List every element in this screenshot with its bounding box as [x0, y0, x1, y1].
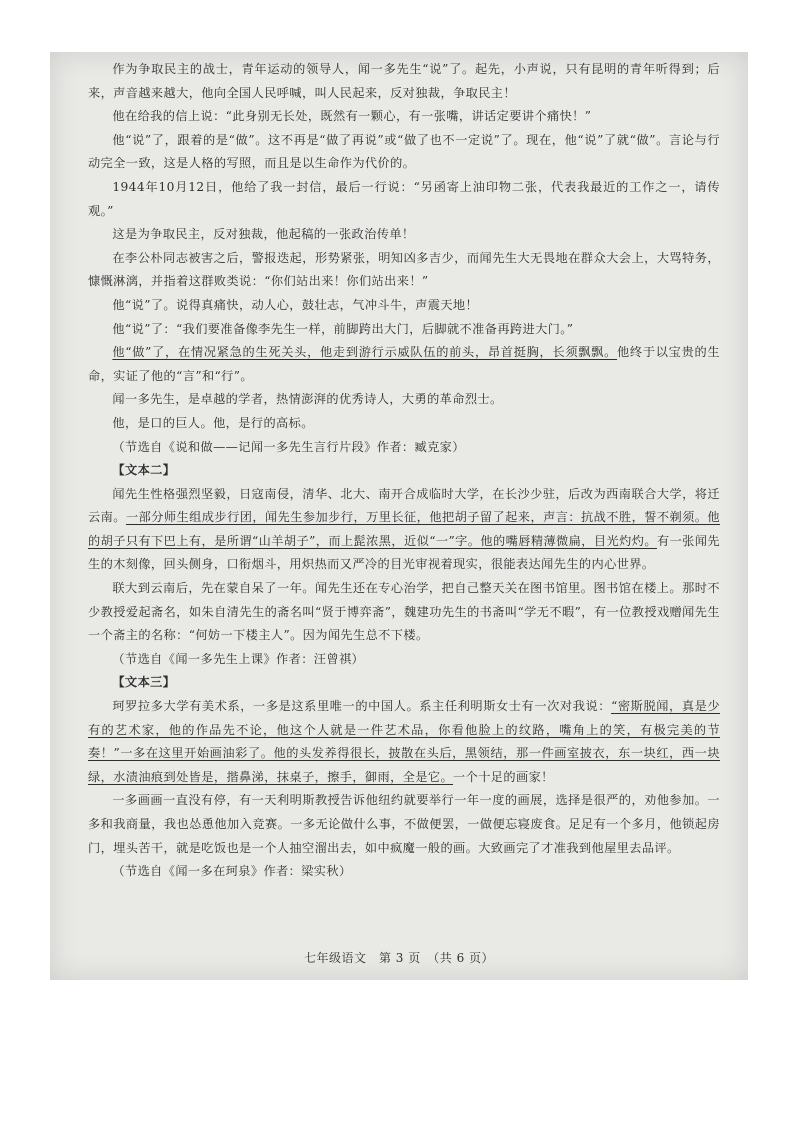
text3-source: （节选自《闻一多在珂泉》作者：梁实秋）: [112, 864, 352, 879]
text1-para7: 他“说”了。说得真痛快，动人心，鼓壮志，气冲斗牛，声震天地！: [112, 297, 479, 312]
underlined-sentence: 他“做”了，在情况紧急的生死关头，他走到游行示威队伍的前头，昂首挺胸，长须飘飘。: [112, 345, 618, 360]
text2-para1-start: 闻先生性格强烈坚毅，日寇南侵，清华、北大、南开合成临时大学，在长沙少驻，后改为西南联合大学，将迁云南。: [88, 486, 720, 525]
text1-para1: 作为争取民主的战士，青年运动的领导人，闻一多先生“说”了。起先，小声说，只有昆明的青年听得到；后来，声音越来越大，他向全国人民呼喊，叫人民起来，反对独裁，争取民主！: [88, 62, 720, 100]
text1-source: （节选自《说和做——记闻一多先生言行片段》作者：臧克家）: [112, 439, 465, 454]
text2-heading: 【文本二】: [112, 463, 176, 478]
text1-para3: 他“说”了，跟着的是“做”。这不再是“做了再说”或“做了也不一定说”了。现在，他“说”了就“做”。言论与行动完全一致，这是人格的写照，而且是以生命作为代价的。: [88, 132, 720, 171]
text3-para1: [88, 695, 720, 789]
scanned-page-photo: [50, 52, 748, 980]
text1-para9: [88, 341, 720, 388]
text3-para2: 一多画画一直没有停，有一天利明斯教授告诉他纽约就要举行一年一度的画展，选择是很严的，劝他参加。一多和我商量，我也怂恿他加入竞赛。一多无论做什么事，不做便罢，一做便忘寝废食。足足有一个多月，他锁起房门，埋头苦干，就是吃饭也是一个人抽空溜出去，如中疯魔一般的画。大致画完了才准我到他屋里去品评。: [88, 793, 720, 855]
text1-para2: 他在给我的信上说：“此身别无长处，既然有一颗心，有一张嘴，讲话定要讲个痛快！”: [112, 109, 592, 124]
text1-para10: 闻一多先生，是卓越的学者，热情澎湃的优秀诗人，大勇的革命烈士。: [112, 392, 503, 407]
text2-para1: [88, 483, 720, 577]
text1-para8: 他“说”了：“我们要准备像李先生一样，前脚跨出大门，后脚就不准备再跨进大门。”: [112, 321, 574, 336]
page-footer: 七年级语文 第 3 页 （共 6 页）: [303, 951, 495, 965]
text1-para11: 他，是口的巨人。他，是行的高标。: [112, 415, 314, 430]
text3-heading: 【文本三】: [112, 675, 176, 690]
page-content: [88, 58, 720, 884]
text2-para1-end: 有一张闻先生的木刻像，回头侧身，口衔烟斗，用炽热而又严冷的目光审视着现实，很能表达闻先生的内心世界。: [88, 533, 720, 572]
text2-source: （节选自《闻一多先生上课》作者：汪曾祺）: [112, 651, 365, 666]
text1-para5: 这是为争取民主，反对独裁，他起稿的一张政治传单！: [112, 227, 415, 242]
text1-para4: 1944年10月12日，他给了我一封信，最后一行说：“另函寄上油印物二张，代表我最近的工作之一，请传观。”: [88, 179, 720, 218]
text2-para2: 联大到云南后，先在蒙自呆了一年。闻先生还在专心治学，把自己整天关在图书馆里。图书馆在楼上。那时不少教授爱起斋名，如朱自清先生的斋名叫“贤于博弈斋”，魏建功先生的书斋叫“学无不暇”，有一位教授戏赠闻先生一个斋主的名称：“何妨一下楼主人”。因为闻先生总不下楼。: [88, 581, 720, 643]
underlined-passage: 一部分师生组成步行团，闻先生参加步行，万里长征，他把胡子留了起来，声言：抗战不胜，誓不剃须。他的胡子只有下巴上有，是所谓“山羊胡子”，而上髭浓黑，近似“一”字。他的嘴唇精薄微扁，目光灼灼。: [88, 510, 720, 548]
text1-para6: 在李公朴同志被害之后，警报迭起，形势紧张，明知凶多吉少，而闻先生大无畏地在群众大会上，大骂特务，慷慨淋漓，并指着这群败类说：“你们站出来！你们站出来！”: [88, 250, 720, 289]
text1-para9-rest: 他终于以宝贵的生命，实证了他的“言”和“行”。: [88, 345, 720, 383]
text3-para1-start: 珂罗拉多大学有美术系，一多是这系里唯一的中国人。系主任利明斯女士有一次对我说：: [112, 699, 612, 714]
underlined-passage: “密斯脱闻，真是少有的艺术家，他的作品先不论，他这个人就是一件艺术品，你看他脸上的纹路，嘴角上的笑，有极完美的节奏！”一多在这里开始画油彩了。他的头发养得很长，披散在头后，黑领结，那一件画室披衣，东一块红，西一块绿，水渍油痕到处皆是，揩鼻涕，抹桌子，擦手，御雨，全是它。: [88, 699, 720, 784]
text3-para1-end: 一个十足的画家！: [453, 769, 554, 784]
